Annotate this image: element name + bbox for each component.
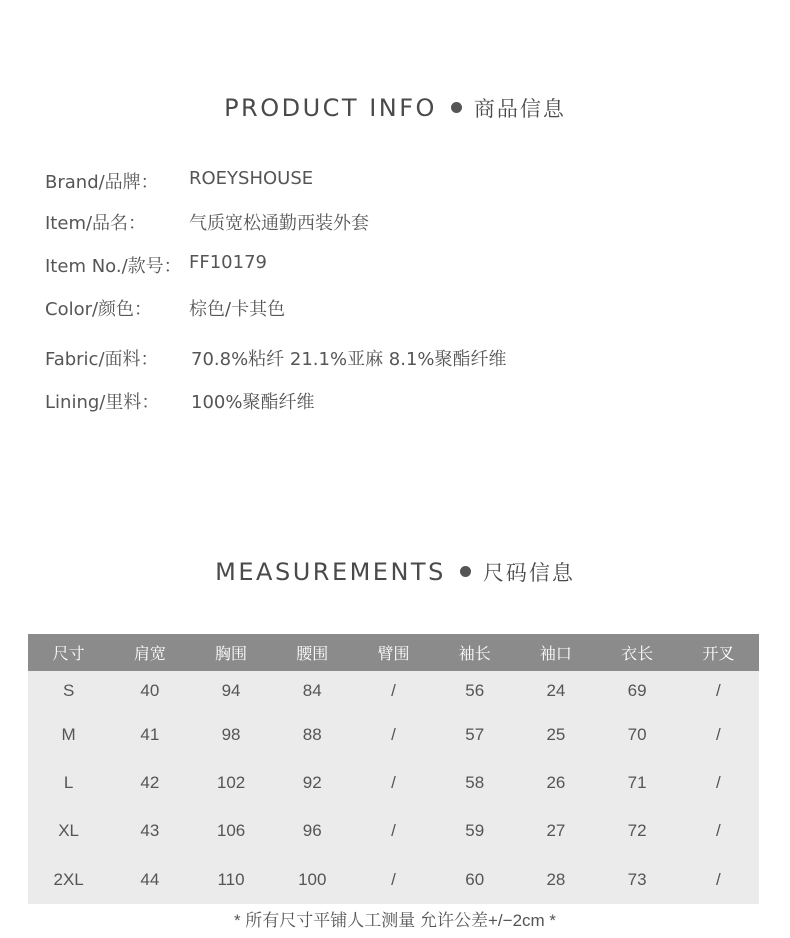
header-slit: 开叉 (702, 644, 735, 663)
lining-value: 100%聚酯纤维 (191, 392, 315, 413)
table-cell: / (391, 821, 396, 841)
table-cell: 27 (546, 821, 566, 841)
table-cell: M (61, 725, 76, 745)
header-sleeve-length: 袖长 (458, 644, 491, 663)
measurements-title-en: MEASUREMENTS (215, 558, 446, 586)
color-value: 棕色/卡其色 (189, 299, 286, 320)
table-cell: 100 (298, 869, 327, 889)
table-row (28, 759, 759, 807)
header-cuff: 袖口 (539, 644, 572, 663)
table-cell: 60 (465, 869, 485, 889)
table-cell: 57 (465, 725, 485, 745)
product-info-title (0, 93, 790, 123)
table-cell: 43 (140, 821, 160, 841)
color-label: Color/颜色： (45, 299, 153, 320)
table-cell: 88 (302, 725, 322, 745)
table-cell: 24 (546, 681, 566, 700)
table-cell: 59 (465, 821, 485, 841)
table-cell: / (391, 725, 396, 745)
item-value: 气质宽松通勤西装外套 (189, 213, 369, 234)
table-cell: 28 (546, 869, 566, 889)
table-cell: 96 (302, 821, 322, 841)
table-row (28, 671, 759, 711)
table-cell: 56 (465, 681, 485, 700)
size-table (28, 634, 759, 904)
table-cell: 2XL (53, 869, 84, 889)
table-cell: 42 (140, 773, 160, 793)
product-info-title-en: PRODUCT INFO (224, 94, 437, 122)
measurement-footnote: * 所有尺寸平铺人工测量 允许公差+/−2cm * (233, 911, 557, 930)
table-cell: / (716, 681, 721, 700)
table-cell: 84 (302, 681, 322, 700)
table-cell: S (62, 681, 75, 700)
table-cell: / (716, 773, 721, 793)
header-length: 衣长 (621, 644, 654, 663)
table-cell: 26 (546, 773, 566, 793)
table-cell: L (63, 773, 74, 793)
table-cell: 106 (216, 821, 246, 841)
table-cell: 73 (627, 869, 647, 889)
header-waist: 腰围 (296, 644, 329, 663)
table-cell: / (716, 869, 721, 889)
table-cell: XL (58, 821, 79, 841)
table-cell: / (391, 869, 396, 889)
table-cell: / (716, 725, 721, 745)
item-no-value: FF10179 (189, 252, 267, 273)
bullet-dot-icon (451, 102, 462, 113)
table-cell: 70 (627, 725, 647, 745)
lining-label: Lining/里料： (45, 392, 160, 413)
table-cell: 102 (216, 773, 246, 793)
fabric-label: Fabric/面料： (45, 349, 159, 370)
table-cell: 94 (221, 681, 241, 700)
table-cell: 98 (221, 725, 241, 745)
item-no-label: Item No./款号： (45, 256, 182, 277)
table-cell: / (391, 773, 396, 793)
header-chest: 胸围 (215, 644, 248, 663)
table-cell: 72 (627, 821, 647, 841)
bullet-dot-icon (460, 566, 471, 577)
item-label: Item/品名： (45, 213, 147, 234)
table-cell: 58 (465, 773, 485, 793)
table-cell: 71 (627, 773, 647, 793)
table-row (28, 807, 759, 855)
table-cell: 69 (627, 681, 647, 700)
table-cell: 92 (302, 773, 322, 793)
header-shoulder: 肩宽 (133, 644, 166, 663)
table-cell: 25 (546, 725, 566, 745)
brand-value: ROEYSHOUSE (189, 168, 314, 189)
table-row (28, 856, 759, 904)
table-cell: / (391, 681, 396, 700)
header-arm: 臂围 (377, 644, 410, 663)
table-row (28, 711, 759, 759)
measurements-title-cn: 尺码信息 (482, 561, 575, 585)
measurements-title (0, 557, 790, 587)
table-cell: 40 (140, 681, 160, 700)
table-cell: 41 (140, 725, 160, 745)
table-header-row (28, 634, 759, 671)
table-cell: 44 (140, 869, 160, 889)
table-cell: / (716, 821, 721, 841)
fabric-value: 70.8%粘纤 21.1%亚麻 8.1%聚酯纤维 (191, 349, 507, 370)
brand-label: Brand/品牌： (45, 172, 159, 193)
header-size: 尺寸 (52, 644, 85, 663)
table-cell: 110 (217, 869, 245, 889)
product-info-title-cn: 商品信息 (473, 97, 566, 121)
